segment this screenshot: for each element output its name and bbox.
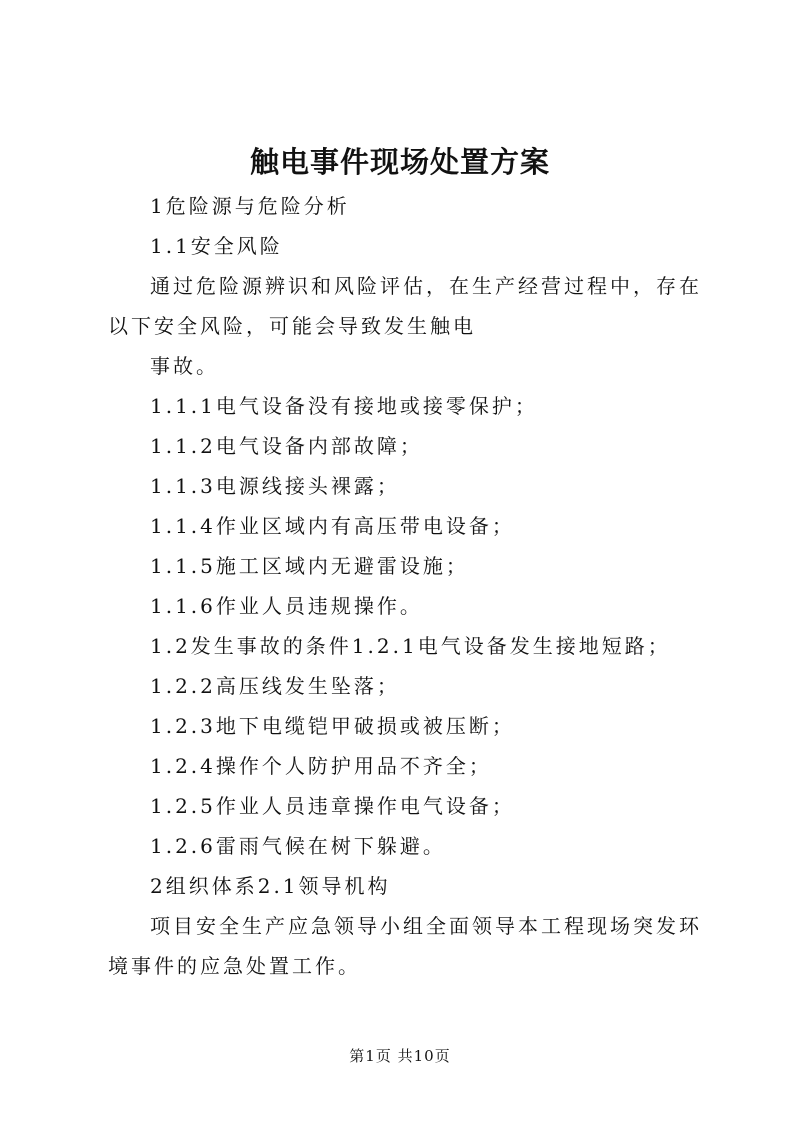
page-footer: 第1页 共10页: [349, 1047, 451, 1065]
paragraph: 1.1.6作业人员违规操作。: [150, 594, 423, 618]
paragraph: 1.1.4作业区域内有高压带电设备；: [150, 514, 515, 538]
paragraph: 事故。: [150, 354, 219, 378]
paragraph: 2组织体系2.1领导机构: [150, 874, 391, 898]
paragraph: 1.2.5作业人员违章操作电气设备；: [150, 794, 515, 818]
paragraph: 1.2发生事故的条件1.2.1电气设备发生接地短路；: [150, 634, 671, 658]
paragraph: 1.1.5施工区域内无避雷设施；: [150, 554, 469, 578]
paragraph: 项目安全生产应急领导小组全面领导本工程现场突发环境事件的应急处置工作。: [108, 914, 702, 978]
paragraph: 1危险源与危险分析: [150, 194, 350, 218]
paragraph: 1.1.3电源线接头裸露；: [150, 474, 400, 498]
paragraph: 1.2.4操作个人防护用品不齐全；: [150, 754, 492, 778]
document-body: [108, 186, 708, 986]
paragraph: 1.1.1电气设备没有接地或接零保护；: [150, 394, 538, 418]
paragraph: 1.2.2高压线发生坠落；: [150, 674, 400, 698]
paragraph: 1.2.6雷雨气候在树下躲避。: [150, 834, 446, 858]
paragraph: 1.1.2电气设备内部故障；: [150, 434, 423, 458]
paragraph: 1.2.3地下电缆铠甲破损或被压断；: [150, 714, 515, 738]
paragraph: 1.1安全风险: [150, 234, 283, 258]
paragraph: 通过危险源辨识和风险评估，在生产经营过程中，存在以下安全风险，可能会导致发生触电: [108, 274, 702, 338]
document-title: 触电事件现场处置方案: [249, 145, 550, 179]
